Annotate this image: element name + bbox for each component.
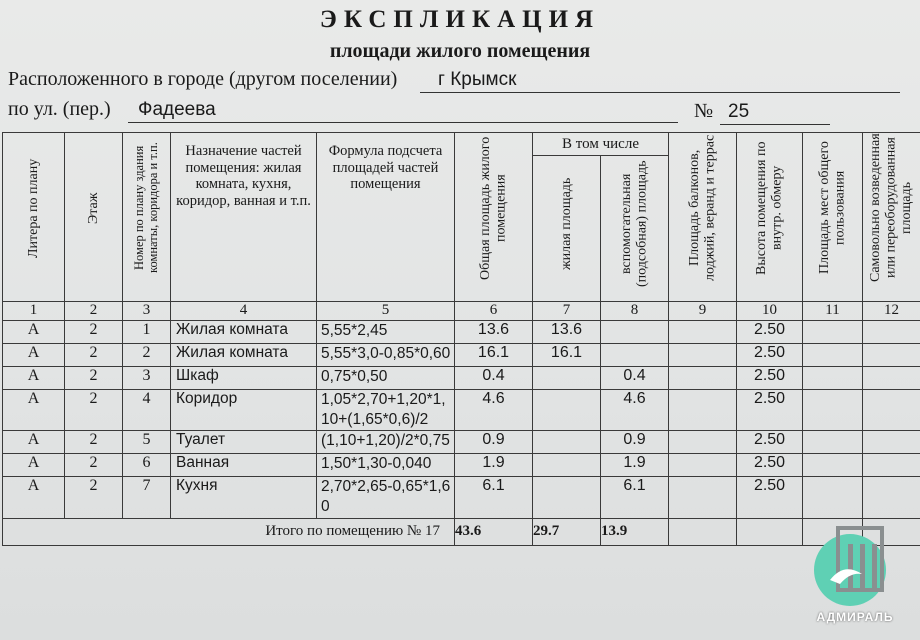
cell-aux-area: 1.9	[601, 454, 669, 477]
cell-floor: 2	[65, 367, 123, 390]
col-num: 4	[171, 302, 317, 321]
street-label: по ул. (пер.)	[8, 98, 111, 120]
cell-formula: 2,70*2,65-0,65*1,60	[317, 477, 455, 518]
cell-height: 2.50	[737, 367, 803, 390]
cell-unauthorized	[863, 344, 920, 367]
header-height: Высота помещения по внутр. обмеру	[737, 133, 803, 302]
cell-litera: А	[3, 344, 65, 367]
cell-floor: 2	[65, 321, 123, 344]
header-litera: Литера по плану	[3, 133, 65, 302]
cell-room-name: Жилая комната	[171, 344, 317, 367]
cell-formula: 0,75*0,50	[317, 367, 455, 390]
table-row	[3, 390, 920, 431]
header-balconies: Площадь балконов, лоджий, веранд и террас	[669, 133, 737, 302]
city-underline	[420, 92, 900, 93]
cell-unauthorized	[863, 431, 920, 454]
cell-living-area	[533, 367, 601, 390]
cell-unauthorized	[863, 454, 920, 477]
cell-number: 7	[123, 477, 171, 518]
col-num: 5	[317, 302, 455, 321]
cell-balcony	[669, 477, 737, 518]
cell-number: 3	[123, 367, 171, 390]
cell-height: 2.50	[737, 431, 803, 454]
height-sum	[737, 518, 803, 545]
header-row-1	[3, 133, 920, 156]
cell-floor: 2	[65, 454, 123, 477]
cell-formula: 5,55*2,45	[317, 321, 455, 344]
cell-total-area: 0.9	[455, 431, 533, 454]
cell-aux-area	[601, 344, 669, 367]
cell-balcony	[669, 321, 737, 344]
cell-common	[803, 431, 863, 454]
cell-living-area	[533, 390, 601, 431]
cell-aux-area: 4.6	[601, 390, 669, 431]
cell-formula: 5,55*3,0-0,85*0,60	[317, 344, 455, 367]
document-subtitle: площади жилого помещения	[329, 40, 591, 62]
cell-total-area: 6.1	[455, 477, 533, 518]
city-value: г Крымск	[438, 69, 517, 90]
header-floor: Этаж	[65, 133, 123, 302]
watermark-logo	[810, 522, 898, 632]
explication-table	[2, 132, 920, 546]
header-living-area: жилая площадь	[533, 156, 601, 302]
number-value: 25	[728, 101, 750, 122]
cell-living-area: 16.1	[533, 344, 601, 367]
header-unauthorized: Самовольно возведенная или переоборудованная площадь	[863, 133, 920, 302]
col-num: 2	[65, 302, 123, 321]
logo-text: АДМИРАЛЬ	[816, 610, 894, 624]
cell-formula: 1,05*2,70+1,20*1,10+(1,65*0,6)/2	[317, 390, 455, 431]
cell-formula: (1,10+1,20)/2*0,75	[317, 431, 455, 454]
cell-floor: 2	[65, 390, 123, 431]
cell-height: 2.50	[737, 454, 803, 477]
cell-litera: А	[3, 477, 65, 518]
cell-room-name: Ванная	[171, 454, 317, 477]
col-num: 7	[533, 302, 601, 321]
cell-common	[803, 454, 863, 477]
cell-height: 2.50	[737, 390, 803, 431]
cell-height: 2.50	[737, 477, 803, 518]
cell-litera: А	[3, 454, 65, 477]
cell-common	[803, 477, 863, 518]
cell-number: 1	[123, 321, 171, 344]
header-formula: Формула подсчета площадей частей помещения	[317, 133, 455, 302]
table-row	[3, 344, 920, 367]
cell-height: 2.50	[737, 344, 803, 367]
table-row	[3, 367, 920, 390]
cell-common	[803, 321, 863, 344]
cell-balcony	[669, 344, 737, 367]
cell-floor: 2	[65, 431, 123, 454]
header-aux-area: вспомогательная (подсобная) площадь	[601, 156, 669, 302]
cell-room-name: Коридор	[171, 390, 317, 431]
table-row	[3, 321, 920, 344]
street-value: Фадеева	[138, 99, 216, 120]
cell-number: 4	[123, 390, 171, 431]
cell-litera: А	[3, 367, 65, 390]
col-num: 12	[863, 302, 920, 321]
balcony-sum	[669, 518, 737, 545]
header-purpose: Назначение частей помещения: жилая комната, кухня, коридор, ванная и т.п.	[171, 133, 317, 302]
number-underline	[720, 124, 830, 125]
document-title: ЭКСПЛИКАЦИЯ	[319, 6, 601, 33]
living-area-sum: 29.7	[533, 518, 601, 545]
cell-floor: 2	[65, 344, 123, 367]
cell-total-area: 16.1	[455, 344, 533, 367]
cell-height: 2.50	[737, 321, 803, 344]
cell-number: 2	[123, 344, 171, 367]
cell-common	[803, 390, 863, 431]
cell-living-area	[533, 454, 601, 477]
total-area-sum: 43.6	[455, 518, 533, 545]
total-label: Итого по помещению № 17	[3, 518, 455, 545]
col-num: 8	[601, 302, 669, 321]
cell-unauthorized	[863, 477, 920, 518]
cell-floor: 2	[65, 477, 123, 518]
cell-room-name: Жилая комната	[171, 321, 317, 344]
header-common-area: Площадь мест общего пользования	[803, 133, 863, 302]
cell-room-name: Шкаф	[171, 367, 317, 390]
location-label: Расположенного в городе (другом поселении)	[8, 68, 398, 90]
cell-formula: 1,50*1,30-0,040	[317, 454, 455, 477]
aux-area-sum: 13.9	[601, 518, 669, 545]
cell-number: 5	[123, 431, 171, 454]
cell-balcony	[669, 454, 737, 477]
col-num: 3	[123, 302, 171, 321]
cell-aux-area: 0.4	[601, 367, 669, 390]
cell-aux-area: 0.9	[601, 431, 669, 454]
cell-unauthorized	[863, 321, 920, 344]
cell-total-area: 0.4	[455, 367, 533, 390]
cell-living-area	[533, 477, 601, 518]
cell-common	[803, 344, 863, 367]
cell-living-area: 13.6	[533, 321, 601, 344]
number-label: №	[694, 100, 714, 122]
cell-aux-area	[601, 321, 669, 344]
cell-number: 6	[123, 454, 171, 477]
cell-litera: А	[3, 321, 65, 344]
cell-total-area: 1.9	[455, 454, 533, 477]
cell-balcony	[669, 431, 737, 454]
cell-common	[803, 367, 863, 390]
cell-living-area	[533, 431, 601, 454]
table-row	[3, 431, 920, 454]
cell-balcony	[669, 367, 737, 390]
street-underline	[128, 122, 678, 123]
cell-unauthorized	[863, 390, 920, 431]
col-num: 11	[803, 302, 863, 321]
logo-building-icon	[810, 522, 898, 612]
total-row	[3, 518, 920, 545]
table-row	[3, 454, 920, 477]
cell-unauthorized	[863, 367, 920, 390]
cell-room-name: Туалет	[171, 431, 317, 454]
cell-balcony	[669, 390, 737, 431]
header-including: В том числе	[533, 133, 669, 156]
table-row	[3, 477, 920, 518]
header-number: Номер по плану здания комнаты, коридора и т.п.	[123, 133, 171, 302]
cell-litera: А	[3, 390, 65, 431]
col-num: 9	[669, 302, 737, 321]
cell-litera: А	[3, 431, 65, 454]
cell-aux-area: 6.1	[601, 477, 669, 518]
header-total-area: Общая площадь жилого помещения	[455, 133, 533, 302]
cell-total-area: 13.6	[455, 321, 533, 344]
col-num: 10	[737, 302, 803, 321]
col-num: 1	[3, 302, 65, 321]
column-number-row	[3, 302, 920, 321]
cell-room-name: Кухня	[171, 477, 317, 518]
cell-total-area: 4.6	[455, 390, 533, 431]
col-num: 6	[455, 302, 533, 321]
